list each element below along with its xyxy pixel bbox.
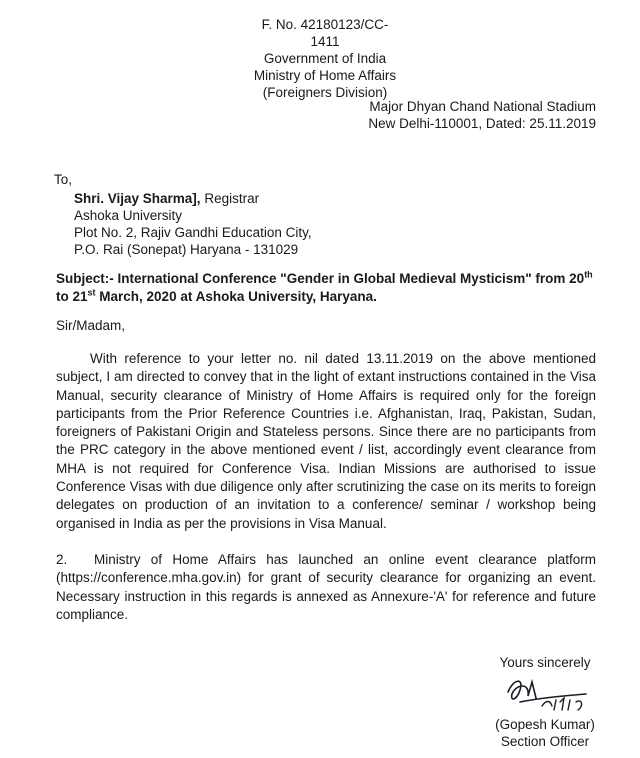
subject-sup-b: st xyxy=(87,287,96,298)
subject-text-a: International Conference "Gender in Global Medieval Mysticism" from 20 xyxy=(113,271,585,286)
recipient-designation: Registrar xyxy=(200,191,260,206)
recipient-block xyxy=(74,190,312,258)
paragraph-2 xyxy=(56,551,596,624)
recipient-name-line xyxy=(74,190,312,207)
subject-text-b: to 21 xyxy=(56,289,88,304)
government-line: Government of India xyxy=(263,51,387,66)
signatory-name: (Gopesh Kumar) xyxy=(495,717,595,732)
division-line: (Foreigners Division) xyxy=(262,85,388,100)
recipient-name: Shri. Vijay Sharma], xyxy=(74,191,201,206)
recipient-org: Ashoka University xyxy=(74,208,183,223)
letterhead xyxy=(250,16,400,101)
signatory-block xyxy=(480,716,610,750)
to-label: To, xyxy=(54,172,73,187)
closing: Yours sincerely xyxy=(499,655,591,670)
recipient-address-1: Plot No. 2, Rajiv Gandhi Education City, xyxy=(74,225,312,240)
paragraph-2-number: 2. xyxy=(56,552,68,567)
recipient-address-2: P.O. Rai (Sonepat) Haryana - 131029 xyxy=(74,242,299,257)
paragraph-1: With reference to your letter no. nil dated 13.11.2019 on the above mentioned subject, I am directed to convey that in the light of extant instructions contained in the Visa Manual, security clearance of Ministry of Home Affairs is required only for the foreign participants from the Prior Reference Countries i.e. Afghanistan, Iraq, Pakistan, Sudan, foreigners of Pakistani Origin and Stateless persons. Since there are no participants from the PRC category in the above mentioned event / list, accordingly event clearance from MHA is not required for Conference Visa. Indian Missions are authorised to issue Conference Visas with due diligence only after scrutinizing the case on its merits to foreign delegates on production of an invitation to a conference/ seminar / workshop being organised in India as per the provisions in Visa Manual. xyxy=(56,351,596,531)
sender-address xyxy=(368,98,596,132)
subject-line xyxy=(56,270,606,306)
subject-sup-a: th xyxy=(584,269,593,280)
file-number: F. No. 42180123/CC-1411 xyxy=(261,17,389,49)
subject-label: Subject:- xyxy=(56,271,114,286)
ministry-line: Ministry of Home Affairs xyxy=(253,68,397,83)
signatory-title: Section Officer xyxy=(500,734,590,749)
subject-text-c: March, 2020 at Ashoka University, Haryana. xyxy=(95,289,377,304)
handwritten-signature xyxy=(490,672,600,714)
salutation: Sir/Madam, xyxy=(56,318,126,333)
address-line-1: Major Dhyan Chand National Stadium xyxy=(369,99,596,114)
address-date-line: New Delhi-110001, Dated: 25.11.2019 xyxy=(368,116,596,131)
paragraph-2-text: Ministry of Home Affairs has launched an online event clearance platform (https://conference.mha.gov.in) for grant of security clearance for organizing an event. Necessary instruction in this regards is annexed as Annexure-'A' for reference and future compliance. xyxy=(56,552,596,622)
